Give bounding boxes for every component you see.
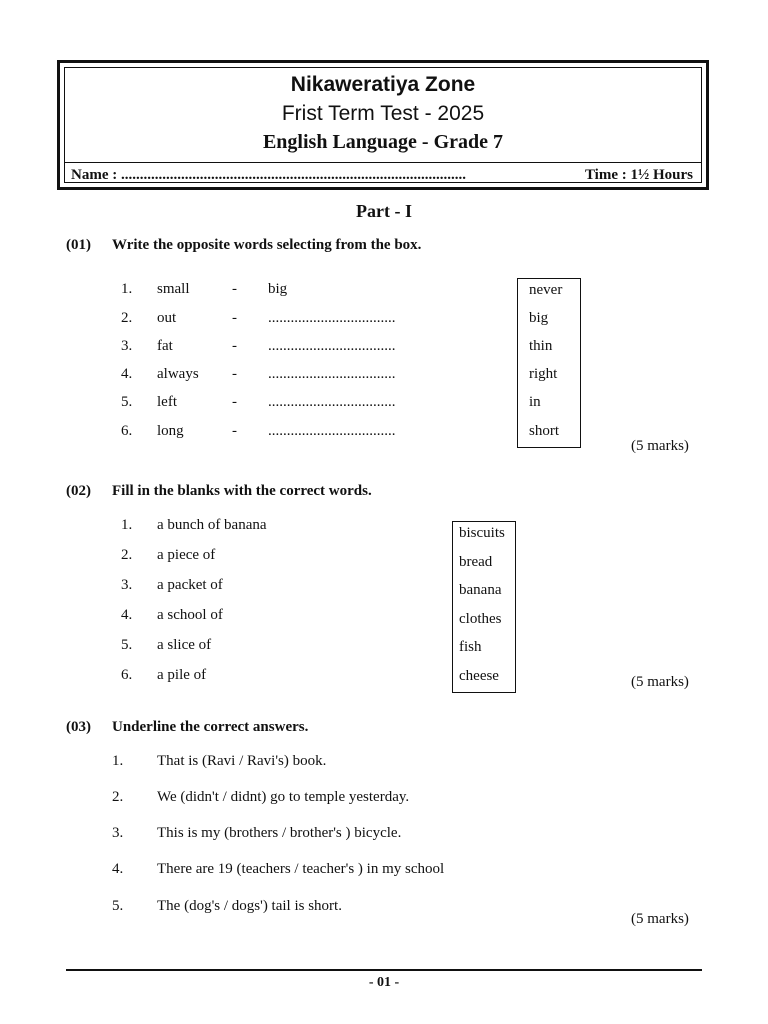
q3-item-sentence: There are 19 (teachers / teacher's ) in my school xyxy=(157,861,445,877)
q2-word-box xyxy=(452,521,516,693)
q1-item-word: fat xyxy=(157,338,173,354)
q2-item-number: 4. xyxy=(121,607,133,623)
q1-item-dash: - xyxy=(232,366,237,382)
q2-box-word: biscuits xyxy=(459,525,505,541)
q1-box-word: short xyxy=(529,423,559,439)
q1-item-number: 5. xyxy=(121,394,133,410)
q2-item-text: a packet of xyxy=(157,577,223,593)
q1-item-dash: - xyxy=(232,338,237,354)
q2-item-number: 3. xyxy=(121,577,133,593)
q1-marks: (5 marks) xyxy=(631,438,689,454)
q3-item-sentence: This is my (brothers / brother's ) bicycle. xyxy=(157,825,402,841)
exam-header-inner-border xyxy=(64,67,702,183)
subject-title: English Language - Grade 7 xyxy=(262,131,504,153)
q1-number: (01) xyxy=(66,237,91,253)
time-label: Time : 1½ Hours xyxy=(584,167,693,183)
q2-box-word: banana xyxy=(459,582,502,598)
q2-item-text: a school of xyxy=(157,607,223,623)
q2-item-text: a bunch of banana xyxy=(157,517,267,533)
q1-item-answer-blank[interactable]: .................................. xyxy=(268,394,396,410)
q1-item-dash: - xyxy=(232,310,237,326)
q1-box-word: never xyxy=(529,282,563,298)
q2-box-word: clothes xyxy=(459,611,502,627)
q3-item-sentence: That is (Ravi / Ravi's) book. xyxy=(157,753,327,769)
q3-item-number: 5. xyxy=(112,898,124,914)
q1-item-word: long xyxy=(157,423,184,439)
q2-item-text: a pile of xyxy=(157,667,207,683)
q3-instruction: Underline the correct answers. xyxy=(112,719,309,735)
q1-item-dash: - xyxy=(232,281,237,297)
q1-item-word: left xyxy=(157,394,177,410)
q2-instruction: Fill in the blanks with the correct words. xyxy=(112,483,372,499)
q2-item-number: 1. xyxy=(121,517,133,533)
q2-item-text: a slice of xyxy=(157,637,212,653)
q2-item-number: 5. xyxy=(121,637,133,653)
q2-box-word: fish xyxy=(459,639,482,655)
q2-box-word: cheese xyxy=(459,668,499,684)
zone-title: Nikaweratiya Zone xyxy=(290,73,476,96)
q1-item-number: 2. xyxy=(121,310,133,326)
q1-item-dash: - xyxy=(232,394,237,410)
q1-item-number: 3. xyxy=(121,338,133,354)
q1-item-number: 1. xyxy=(121,281,133,297)
q3-item-sentence: We (didn't / didnt) go to temple yesterday. xyxy=(157,789,410,805)
q1-item-answer-blank[interactable]: .................................. xyxy=(268,423,396,439)
header-divider xyxy=(65,162,701,163)
exam-header xyxy=(57,60,709,190)
q1-box-word: thin xyxy=(529,338,553,354)
q2-marks: (5 marks) xyxy=(631,674,689,690)
q3-item-number: 2. xyxy=(112,789,124,805)
q1-item-word: out xyxy=(157,310,177,326)
q1-box-word: right xyxy=(529,366,558,382)
q3-item-sentence: The (dog's / dogs') tail is short. xyxy=(157,898,342,914)
q1-item-answer-blank[interactable]: .................................. xyxy=(268,310,396,326)
q1-item-number: 6. xyxy=(121,423,133,439)
q2-item-number: 6. xyxy=(121,667,133,683)
q1-item-answer: big xyxy=(268,281,288,297)
footer-divider xyxy=(66,969,702,971)
q1-box-word: big xyxy=(529,310,549,326)
q2-item-number: 2. xyxy=(121,547,133,563)
test-title: Frist Term Test - 2025 xyxy=(281,102,485,125)
q2-item-text: a piece of xyxy=(157,547,216,563)
q1-item-word: small xyxy=(157,281,190,297)
q3-item-number: 3. xyxy=(112,825,124,841)
name-field-label: Name : ............................................................................................ xyxy=(71,167,466,183)
q2-number: (02) xyxy=(66,483,91,499)
q2-box-word: bread xyxy=(459,554,493,570)
q1-item-word: always xyxy=(157,366,199,382)
q3-item-number: 4. xyxy=(112,861,124,877)
q1-item-answer-blank[interactable]: .................................. xyxy=(268,338,396,354)
q3-number: (03) xyxy=(66,719,91,735)
q1-word-box xyxy=(517,278,581,448)
q1-box-word: in xyxy=(529,394,541,410)
q1-item-number: 4. xyxy=(121,366,133,382)
q1-item-answer-blank[interactable]: .................................. xyxy=(268,366,396,382)
q3-marks: (5 marks) xyxy=(631,911,689,927)
q1-instruction: Write the opposite words selecting from the box. xyxy=(112,237,422,253)
part-title: Part - I xyxy=(356,201,412,221)
q1-item-dash: - xyxy=(232,423,237,439)
q3-item-number: 1. xyxy=(112,753,124,769)
page-number: - 01 - xyxy=(368,975,400,990)
